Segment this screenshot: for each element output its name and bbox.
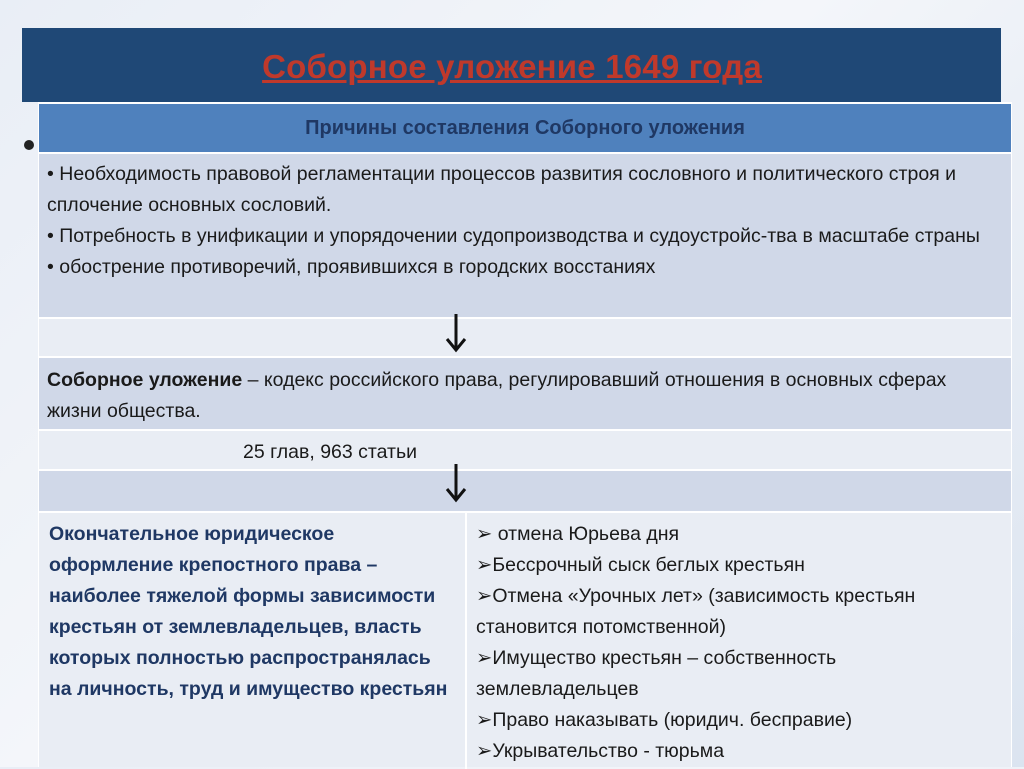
count-row <box>39 429 1011 469</box>
conclusion-text: Окончательное юридическое оформление крепостного права – наиболее тяжелой формы зависимости крестьян от землевладельцев, власть которых полностью распространялась на личность, труд и имущество крестьян <box>49 523 448 700</box>
content-table <box>38 102 1012 767</box>
definition-term: Соборное уложение <box>47 369 243 391</box>
spacer-row <box>39 469 1011 511</box>
definition-rest: – кодекс российского права, регулировавший отношения в основных сферах жизни общества. <box>47 369 947 422</box>
bullet-icon <box>24 140 34 150</box>
causes-row <box>39 152 1011 317</box>
chapters-count: 25 глав, 963 статьи <box>243 441 418 463</box>
measure-item: ➢Имущество крестьян – собственность землевладельцев <box>476 647 837 700</box>
measures-list <box>476 519 996 767</box>
cause-item: • обострение противоречий, проявившихся в городских восстаниях <box>47 256 656 278</box>
measure-item: ➢Право наказывать (юридич. бесправие) <box>476 709 853 731</box>
slide-title: Соборное уложение 1649 года <box>262 48 762 85</box>
arrow-down-icon <box>444 312 468 354</box>
cause-item: • Необходимость правовой регламентации процессов развития сословного и политического строя и сплочение основных сословий. <box>47 163 957 216</box>
cause-item: • Потребность в унификации и упорядочении судопроизводства и судоустройс-тва в масштабе страны <box>47 225 980 247</box>
conclusion-row <box>39 511 1011 767</box>
measure-item: ➢ отмена Юрьева дня <box>476 523 680 545</box>
measure-item: ➢Бессрочный сыск беглых крестьян <box>476 554 805 576</box>
measure-item: ➢Укрывательство - тюрьма <box>476 740 725 762</box>
definition-text <box>47 365 947 427</box>
causes-list <box>47 159 997 283</box>
table-header-row <box>39 102 1011 152</box>
column-divider <box>465 513 467 769</box>
arrow-down-icon <box>444 462 468 504</box>
measure-item: ➢Отмена «Урочных лет» (зависимость крестьян становится потомственной) <box>476 585 916 638</box>
spacer-row <box>39 317 1011 356</box>
definition-row <box>39 356 1011 429</box>
table-header: Причины составления Соборного уложения <box>305 117 745 139</box>
